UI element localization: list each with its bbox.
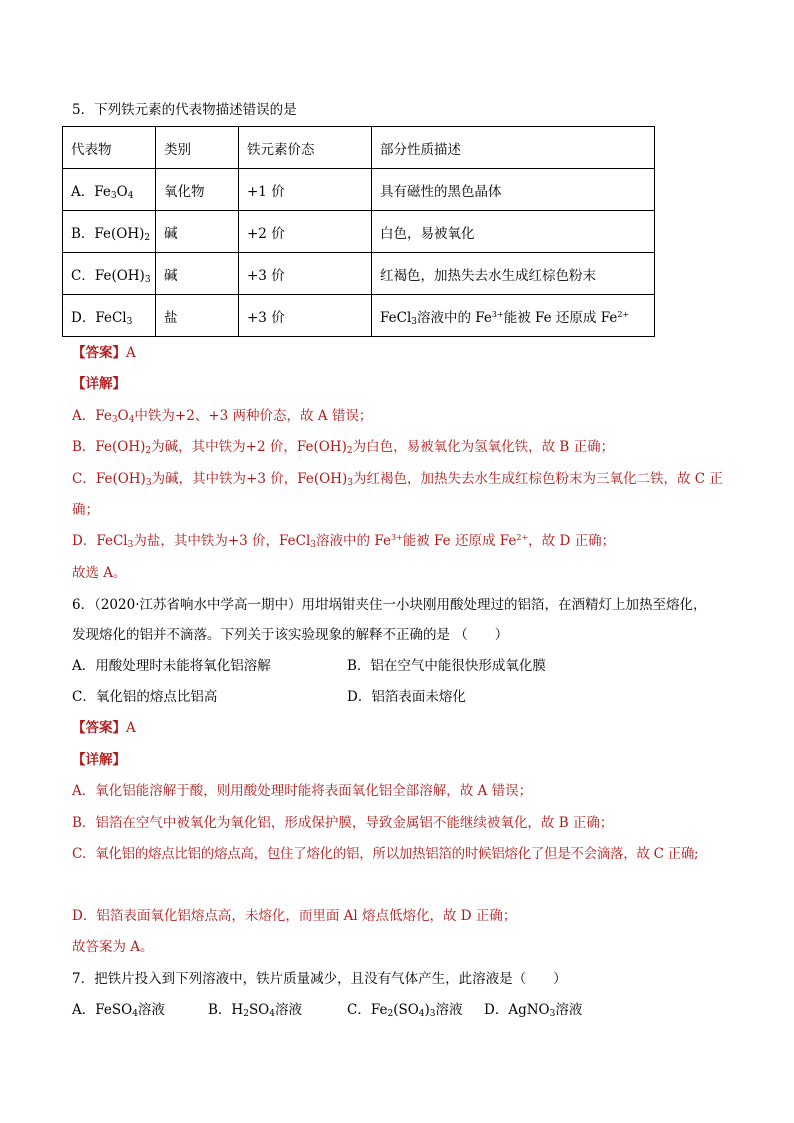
- q6-detail-line: A．氧化铝能溶解于酸，则用酸处理时能将表面氧化铝全部溶解，故 A 错误；: [72, 783, 533, 799]
- question-5-title: 5．下列铁元素的代表物描述错误的是: [72, 102, 297, 118]
- q7-option-b: [208, 1001, 302, 1019]
- text-run: 能被 Fe 还原成 Fe: [402, 533, 517, 549]
- header-description: 部分性质描述: [372, 127, 655, 169]
- text-run: 白色，易被氧化: [380, 225, 475, 242]
- question-6-stem-line1: 6．（2020·江苏省响水中学高一期中）用坩埚钳夹住一小块刚用酸处理过的铝箔，在酒精灯上加热至熔化，: [72, 597, 707, 613]
- table-row: [63, 253, 655, 295]
- q5-conclusion: 故选 A。: [72, 565, 127, 581]
- q6-detail-label: 【详解】: [72, 752, 126, 768]
- row-representative: [63, 169, 156, 211]
- q7-option-d: [484, 1001, 582, 1019]
- q6-option-c: C．氧化铝的熔点比铝高: [72, 689, 218, 705]
- subscript: 2: [144, 232, 151, 243]
- subscript: 2: [145, 446, 152, 456]
- text-run: A．FeSO: [72, 1002, 133, 1018]
- text-run: (SO: [393, 1002, 419, 1018]
- text-run: 为碱，其中铁为+2 价，Fe(OH): [151, 439, 347, 455]
- row-representative: [63, 253, 156, 295]
- text-run: 为白色，易被氧化为氢氧化铁，故 B 正确；: [352, 439, 615, 455]
- row-category: 氧化物: [156, 169, 239, 211]
- table-row: [63, 295, 655, 337]
- q6-conclusion: 故答案为 A。: [72, 939, 154, 955]
- q5-detail-line: [72, 407, 372, 425]
- text-run: ，故 D 正确；: [528, 533, 616, 549]
- text-run: SO: [248, 1002, 270, 1018]
- subscript: 2: [243, 1009, 249, 1019]
- subscript: 3: [347, 478, 353, 488]
- text-run: 确；: [72, 502, 99, 518]
- text-run: C．Fe(OH): [71, 267, 145, 284]
- row-description: [372, 253, 655, 295]
- row-description: [372, 211, 655, 253]
- answer-value: A: [126, 720, 136, 736]
- text-run: 能被 Fe 还原成 Fe: [503, 309, 618, 326]
- row-category: 盐: [156, 295, 239, 337]
- row-valence: +3 价: [239, 295, 372, 337]
- subscript: 2: [346, 446, 353, 456]
- q5-answer: [72, 344, 136, 362]
- answer-label: 【答案】: [72, 345, 126, 361]
- subscript: 4: [269, 1009, 275, 1019]
- text-run: 溶液中的 Fe: [417, 309, 492, 326]
- text-run: B．H: [208, 1002, 244, 1018]
- q5-detail-line: [72, 501, 99, 519]
- subscript: 3: [127, 540, 134, 550]
- header-valence: 铁元素价态: [239, 127, 372, 169]
- superscript: 3+: [390, 533, 403, 542]
- subscript: 3: [549, 1009, 556, 1019]
- subscript: 3: [429, 1009, 436, 1019]
- q5-detail-line: [72, 470, 723, 488]
- q6-option-d: D．铝箔表面未熔化: [347, 689, 466, 705]
- question-6-stem-line2: 发现熔化的铝并不滴落。下列关于该实验现象的解释不正确的是 （ ）: [72, 627, 509, 643]
- subscript: 3: [110, 190, 117, 201]
- header-representative: 代表物: [63, 127, 156, 169]
- row-representative: [63, 295, 156, 337]
- text-run: 溶液: [555, 1002, 583, 1018]
- subscript: 3: [111, 415, 118, 425]
- question-5-table: [62, 126, 655, 337]
- text-run: FeCl: [380, 309, 412, 326]
- text-run: B．Fe(OH): [72, 439, 146, 455]
- subscript: 4: [127, 190, 134, 201]
- row-category: 碱: [156, 253, 239, 295]
- text-run: 溶液: [435, 1002, 463, 1018]
- row-description: [372, 295, 655, 337]
- subscript: 2: [387, 1009, 394, 1019]
- row-representative: [63, 211, 156, 253]
- q6-answer: [72, 719, 136, 737]
- answer-value: A: [126, 345, 136, 361]
- subscript: 4: [132, 1009, 138, 1019]
- q6-detail-line: D．铝箔表面氧化铝熔点高，未熔化，而里面 Al 熔点低熔化，故 D 正确；: [72, 908, 517, 924]
- subscript: 4: [418, 1009, 425, 1019]
- question-7-stem: 7．把铁片投入到下列溶液中，铁片质量减少，且没有气体产生，此溶液是（ ）: [72, 971, 567, 987]
- subscript: 3: [310, 540, 317, 550]
- q6-option-b: B．铝在空气中能很快形成氧化膜: [347, 658, 546, 674]
- text-run: C．Fe: [347, 1002, 388, 1018]
- subscript: 3: [411, 316, 417, 327]
- text-run: A．Fe: [72, 408, 112, 424]
- answer-label: 【答案】: [72, 720, 126, 736]
- q7-option-a: [72, 1001, 165, 1019]
- subscript: 3: [126, 316, 133, 327]
- q6-detail-line: B．铝箔在空气中被氧化为氧化铝，形成保护膜，导致金属铝不能继续被氧化，故 B 正确；: [72, 815, 614, 831]
- text-run: 具有磁性的黑色晶体: [380, 183, 502, 200]
- q5-detail-line: [72, 532, 615, 550]
- q5-detail-label: 【详解】: [72, 376, 126, 392]
- superscript: 3+: [491, 309, 504, 319]
- table-row: [63, 169, 655, 211]
- q7-option-c: [347, 1001, 463, 1019]
- text-run: 中铁为+2、+3 两种价态，故 A 错误；: [134, 408, 373, 424]
- q6-detail-line: C．氧化铝的熔点比铝的熔点高，包住了熔化的铝，所以加热铝箔的时候铝熔化了但是不会滴落，故 C 正确;: [72, 846, 699, 862]
- text-run: D．AgNO: [484, 1002, 550, 1018]
- subscript: 3: [145, 478, 152, 488]
- text-run: O: [116, 183, 128, 200]
- subscript: 4: [128, 415, 135, 425]
- q5-detail-line: [72, 438, 614, 456]
- text-run: O: [117, 408, 129, 424]
- table-header-row: [63, 127, 655, 169]
- text-run: ): [424, 1002, 430, 1018]
- text-run: D．FeCl: [72, 533, 128, 549]
- text-run: C．Fe(OH): [72, 471, 146, 487]
- text-run: 溶液: [275, 1002, 302, 1018]
- text-run: D．FeCl: [71, 309, 127, 326]
- text-run: 为红褐色，加热失去水生成红棕色粉末为三氧化二铁，故 C 正: [352, 471, 723, 487]
- row-category: 碱: [156, 211, 239, 253]
- text-run: A．Fe: [71, 183, 111, 200]
- header-category: 类别: [156, 127, 239, 169]
- row-valence: +2 价: [239, 211, 372, 253]
- table-row: [63, 211, 655, 253]
- row-valence: +3 价: [239, 253, 372, 295]
- text-run: B．Fe(OH): [71, 225, 145, 242]
- q6-option-a: A．用酸处理时未能将氧化铝溶解: [72, 658, 271, 674]
- superscript: 2+: [617, 309, 630, 319]
- text-run: 溶液: [137, 1002, 165, 1018]
- row-description: [372, 169, 655, 211]
- text-run: 红褐色，加热失去水生成红棕色粉末: [380, 267, 596, 284]
- text-run: 溶液中的 Fe: [316, 533, 391, 549]
- text-run: 为盐，其中铁为+3 价，FeCl: [133, 533, 311, 549]
- text-run: 为碱，其中铁为+3 价，Fe(OH): [151, 471, 348, 487]
- subscript: 3: [144, 274, 151, 285]
- superscript: 2+: [516, 533, 529, 542]
- row-valence: +1 价: [239, 169, 372, 211]
